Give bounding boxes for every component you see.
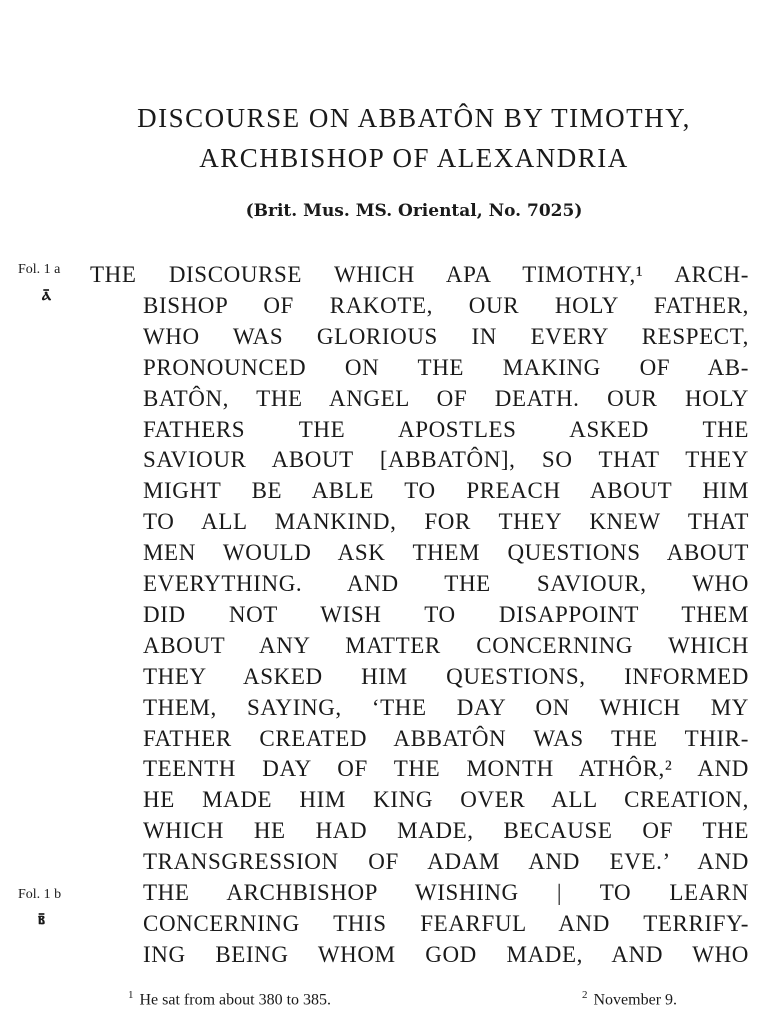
folio-1a-label: Fol. 1 a: [18, 262, 61, 277]
body-line: ABOUT ANY MATTER CONCERNING WHICH: [143, 632, 749, 658]
body-line: FATHER CREATED ABBATÔN WAS THE THIR-: [143, 725, 749, 751]
manuscript-source: (Brit. Mus. MS. Oriental, No. 7025): [245, 201, 583, 221]
body-line: THE ARCHBISHOP WISHING | TO LEARN: [143, 880, 749, 905]
body-line: THE DISCOURSE WHICH APA TIMOTHY,¹ ARCH-: [90, 262, 749, 287]
body-line: TRANSGRESSION OF ADAM AND EVE.’ AND: [143, 849, 749, 875]
title-line-2: ARCHBISHOP OF ALEXANDRIA: [199, 143, 629, 173]
footnote-2: [582, 989, 677, 1009]
footnote-1-marker: 1: [128, 989, 134, 1001]
body-line: MIGHT BE ABLE TO PREACH ABOUT HIM: [143, 478, 749, 504]
body-line: WHO WAS GLORIOUS IN EVERY RESPECT,: [143, 323, 749, 349]
body-line: THEY ASKED HIM QUESTIONS, INFORMED: [143, 663, 749, 689]
body-line: BATÔN, THE ANGEL OF DEATH. OUR HOLY: [143, 385, 749, 411]
body-line: TEENTH DAY OF THE MONTH ATHÔR,² AND: [143, 756, 749, 782]
body-line: PRONOUNCED ON THE MAKING OF AB-: [143, 354, 749, 380]
footnote-1: [128, 989, 331, 1009]
body-line: EVERYTHING. AND THE SAVIOUR, WHO: [143, 571, 749, 596]
body-line: MEN WOULD ASK THEM QUESTIONS ABOUT: [143, 540, 749, 566]
folio-1b-coptic-numeral: ⲃ̄: [38, 908, 45, 929]
folio-1b-label: Fol. 1 b: [18, 887, 62, 902]
body-line: THEM, SAYING, ‘THE DAY ON WHICH MY: [143, 694, 749, 720]
footnote-2-text: November 9.: [593, 991, 678, 1009]
body-line: FATHERS THE APOSTLES ASKED THE: [143, 416, 749, 442]
body-line: DID NOT WISH TO DISAPPOINT THEM: [143, 601, 749, 627]
body-line: SAVIOUR ABOUT [ABBATÔN], SO THAT THEY: [143, 447, 749, 473]
folio-1a-coptic-numeral: ⲁ̄: [42, 284, 51, 305]
body-line: HE MADE HIM KING OVER ALL CREATION,: [143, 787, 749, 813]
body-line: WHICH HE HAD MADE, BECAUSE OF THE: [143, 818, 749, 844]
footnote-1-text: He sat from about 380 to 385.: [139, 991, 332, 1009]
body-line: CONCERNING THIS FEARFUL AND TERRIFY-: [143, 910, 749, 936]
body-line: BISHOP OF RAKOTE, OUR HOLY FATHER,: [143, 292, 749, 318]
footnote-2-marker: 2: [582, 989, 588, 1001]
body-line: TO ALL MANKIND, FOR THEY KNEW THAT: [143, 509, 749, 535]
title-line-1: DISCOURSE ON ABBATÔN BY TIMOTHY,: [137, 103, 691, 133]
body-line: ING BEING WHOM GOD MADE, AND WHO: [143, 941, 749, 967]
